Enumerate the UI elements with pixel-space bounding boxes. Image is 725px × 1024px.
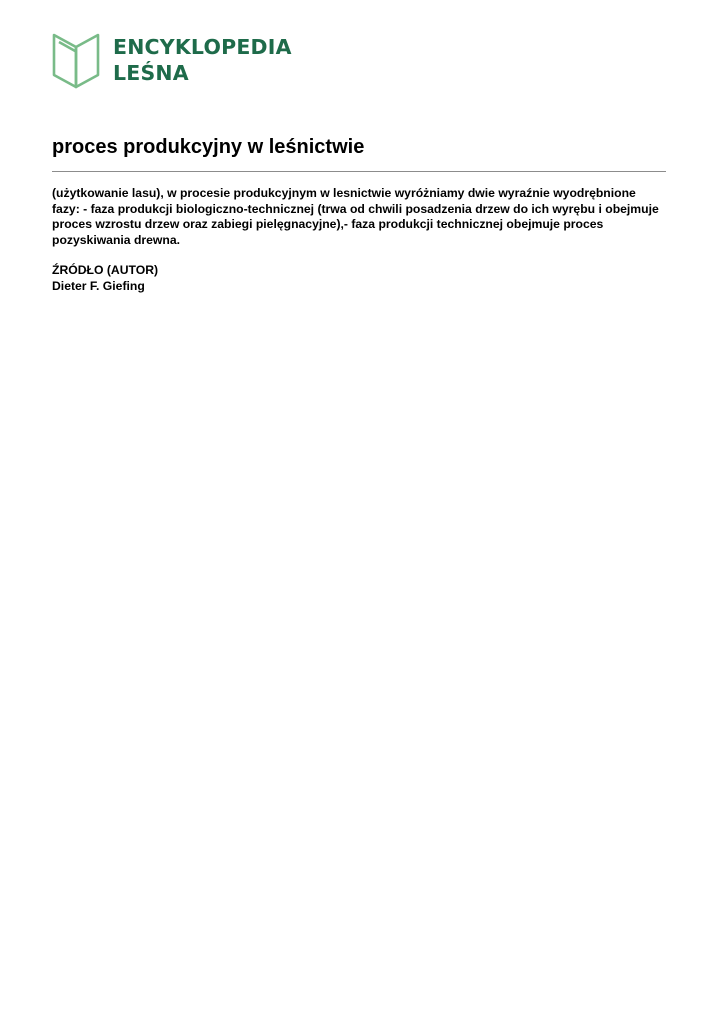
entry-title: proces produkcyjny w leśnictwie xyxy=(52,136,365,158)
brand-name-line1: ENCYKLOPEDIA xyxy=(113,35,292,59)
open-book-icon xyxy=(52,33,100,89)
source-block xyxy=(52,263,158,294)
source-label: ŹRÓDŁO (AUTOR) xyxy=(52,263,159,277)
entry-body: (użytkowanie lasu), w procesie produkcyjnym w lesnictwie wyróżniamy dwie wyraźnie wyodrębnione fazy: - faza produkcji biologiczno-technicznej (trwa od chwili posadzenia drzew do ich wyrębu i obejmuje proces wzrostu drzew oraz zabiegi pielęgnacyjne),- faza produkcji technicznej obejmuje proces pozyskiwania drewna. xyxy=(52,186,659,247)
brand-name xyxy=(113,34,292,86)
source-author: Dieter F. Giefing xyxy=(52,278,145,293)
brand-logo xyxy=(52,33,292,89)
brand-name-line2: LEŚNA xyxy=(113,61,189,85)
title-divider xyxy=(52,171,666,172)
